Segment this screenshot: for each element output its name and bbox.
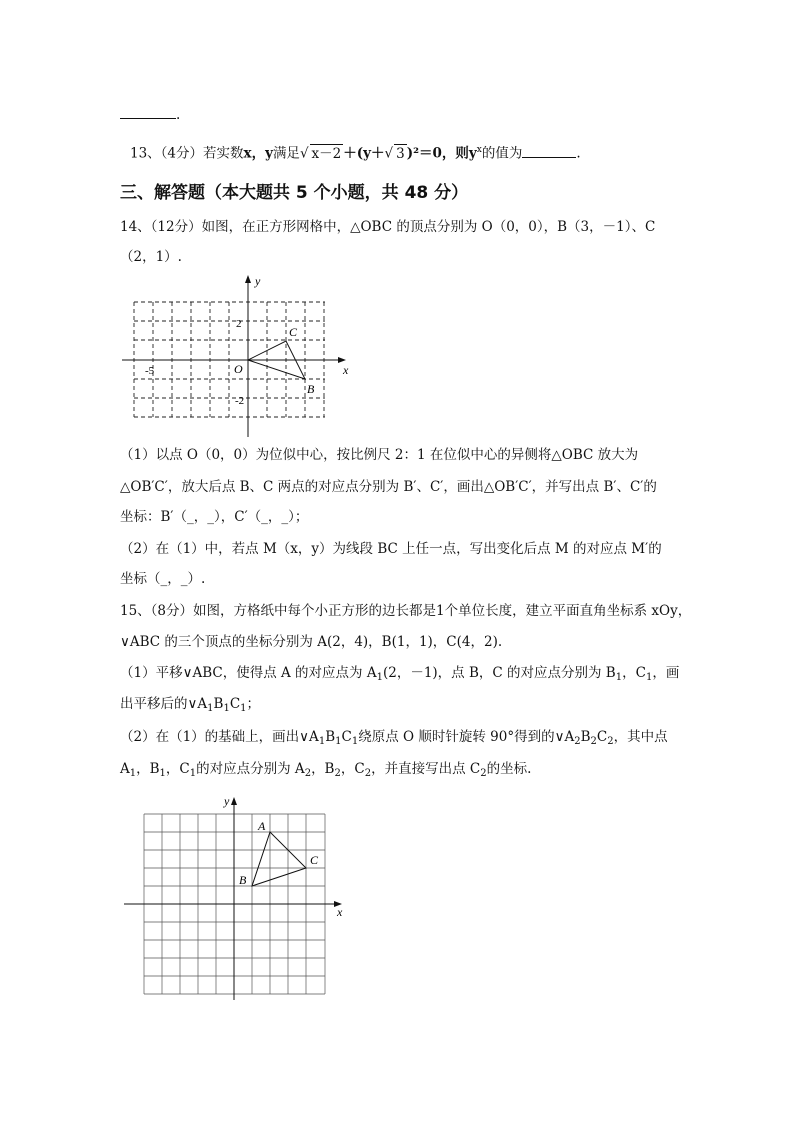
text-run: C [596, 729, 608, 745]
text-run: ，C [622, 665, 646, 681]
text-run: ，B [136, 761, 160, 777]
subscript: 1 [645, 672, 653, 683]
subscript: 1 [351, 736, 359, 747]
q12-answer-line [120, 104, 180, 124]
text-run: C [341, 729, 352, 745]
q14-p2-line2: 坐标（_，_）. [120, 571, 206, 587]
y-arrow-icon [245, 275, 251, 283]
q13-yx-exp: x [476, 145, 482, 155]
q14-p1-line3: 坐标：B′（_，_），C′（_，_）； [120, 509, 309, 525]
text-run: （2）在（1）的基础上，画出∨A [120, 729, 319, 745]
point-A-label: A [258, 819, 266, 833]
point-B-label: B [239, 873, 247, 887]
tick-label-2: 2 [236, 318, 242, 330]
q13-label: 13、（4分）若实数 [130, 145, 244, 162]
q15-figure [118, 785, 358, 1005]
q13-blank [522, 143, 576, 158]
q15-p1-line1 [120, 664, 679, 687]
q15-line1: 15、（8分）如图，方格纸中每个小正方形的边长都是1个单位长度，建立平面直角坐标系 xOy， [120, 603, 692, 619]
subscript: 1 [615, 672, 623, 683]
text-run: ，C [340, 761, 365, 777]
text-run: ； [246, 696, 261, 712]
q15-p1-line2 [120, 695, 260, 718]
text-run: 的坐标. [486, 761, 532, 777]
text-run: B [213, 696, 224, 712]
y-axis-label: y [224, 794, 230, 808]
x-axis-label: x [337, 905, 343, 919]
q13-satisfy: 满足 [272, 145, 300, 162]
subscript: 2 [480, 768, 487, 779]
x-axis-label: x [343, 363, 349, 377]
q13-sqrt3: 3 [396, 145, 405, 162]
text-run: (2，－1)，点 B，C 的对应点分别为 B [382, 665, 616, 681]
text-run: （1）平移∨ABC，使得点 A 的对应点为 A [120, 665, 377, 681]
text-run: 的对应点分别为 A [196, 761, 305, 777]
q13-text [130, 141, 581, 163]
text-run: ，其中点 [613, 729, 668, 745]
q13-plus-open: ＋(y＋ [343, 145, 385, 162]
tick-label-neg5: -5 [145, 365, 155, 377]
text-run: ，B [311, 761, 335, 777]
subscript: 1 [335, 736, 342, 747]
subscript: 2 [574, 736, 581, 747]
text-run: C [229, 696, 241, 712]
point-C-label: C [310, 853, 319, 867]
sqrt-symbol: √ [299, 145, 309, 162]
subscript: 1 [207, 703, 214, 714]
triangle-ABC [252, 832, 306, 886]
text-run: A [120, 761, 130, 777]
subscript: 1 [223, 703, 230, 714]
y-axis-label: y [255, 274, 261, 288]
text-run: ，画 [652, 665, 680, 681]
subscript: 1 [189, 768, 197, 779]
subscript: 1 [318, 736, 326, 747]
q13-close: )²＝0，则 [406, 145, 469, 162]
q14-p1-line1: （1）以点 O（0，0）为位似中心，按比例尺 2：1 在位似中心的异侧将△OBC 放大为 [120, 447, 639, 463]
text-run: 绕原点 O 顺时针旋转 90°得到的∨A [358, 729, 575, 745]
q12-period: . [176, 107, 181, 123]
q15-p2-line1 [120, 728, 668, 751]
sqrt-symbol: √ [384, 145, 394, 162]
q13-tail: 的值为 [481, 145, 523, 162]
y-arrow-icon [231, 797, 237, 805]
subscript: 1 [159, 768, 166, 779]
text-run: 出平移后的∨A [120, 696, 208, 712]
q14-line1: 14、（12分）如图，在正方形网格中，△OBC 的顶点分别为 O（0，0），B（3，－1）、C [120, 219, 656, 235]
origin-label: O [234, 362, 243, 376]
q13-radicand: x－2 [311, 145, 342, 162]
q12-blank [120, 104, 176, 119]
q14-p1-line2: △OB′C′，放大后点 B、C 两点的对应点分别为 B′、C′，画出△OB′C′，并写出点 B′、C′的 [120, 479, 657, 495]
subscript: 2 [607, 736, 614, 747]
q13-end: . [576, 145, 581, 162]
section-3-heading: 三、解答题（本大题共 5 个小题，共 48 分） [120, 183, 469, 203]
text-run: ，并直接写出点 C [371, 761, 481, 777]
subscript: 2 [590, 736, 597, 747]
subscript: 2 [364, 768, 372, 779]
q14-p2-line1: （2）在（1）中，若点 M（x，y）为线段 BC 上任一点，写出变化后点 M 的对应点 M′的 [120, 541, 662, 557]
q13-vars: x，y [243, 145, 273, 162]
subscript: 2 [304, 768, 312, 779]
q14-line2: （2，1）. [120, 249, 182, 265]
q15-line2: ∨ABC 的三个顶点的坐标分别为 A(2，4)，B(1，1)，C(4，2). [120, 634, 503, 650]
text-run: B [325, 729, 336, 745]
subscript: 2 [334, 768, 341, 779]
text-run: ，C [165, 761, 190, 777]
q14-figure [118, 270, 358, 440]
point-B-label: B [307, 382, 315, 396]
tick-label-neg2: -2 [235, 395, 245, 407]
subscript: 1 [240, 703, 247, 714]
q15-p2-line2 [120, 760, 531, 783]
q13-yx-base: y [468, 145, 477, 162]
subscript: 1 [376, 672, 383, 683]
text-run: B [580, 729, 591, 745]
subscript: 1 [129, 768, 137, 779]
point-C-label: C [289, 325, 298, 339]
